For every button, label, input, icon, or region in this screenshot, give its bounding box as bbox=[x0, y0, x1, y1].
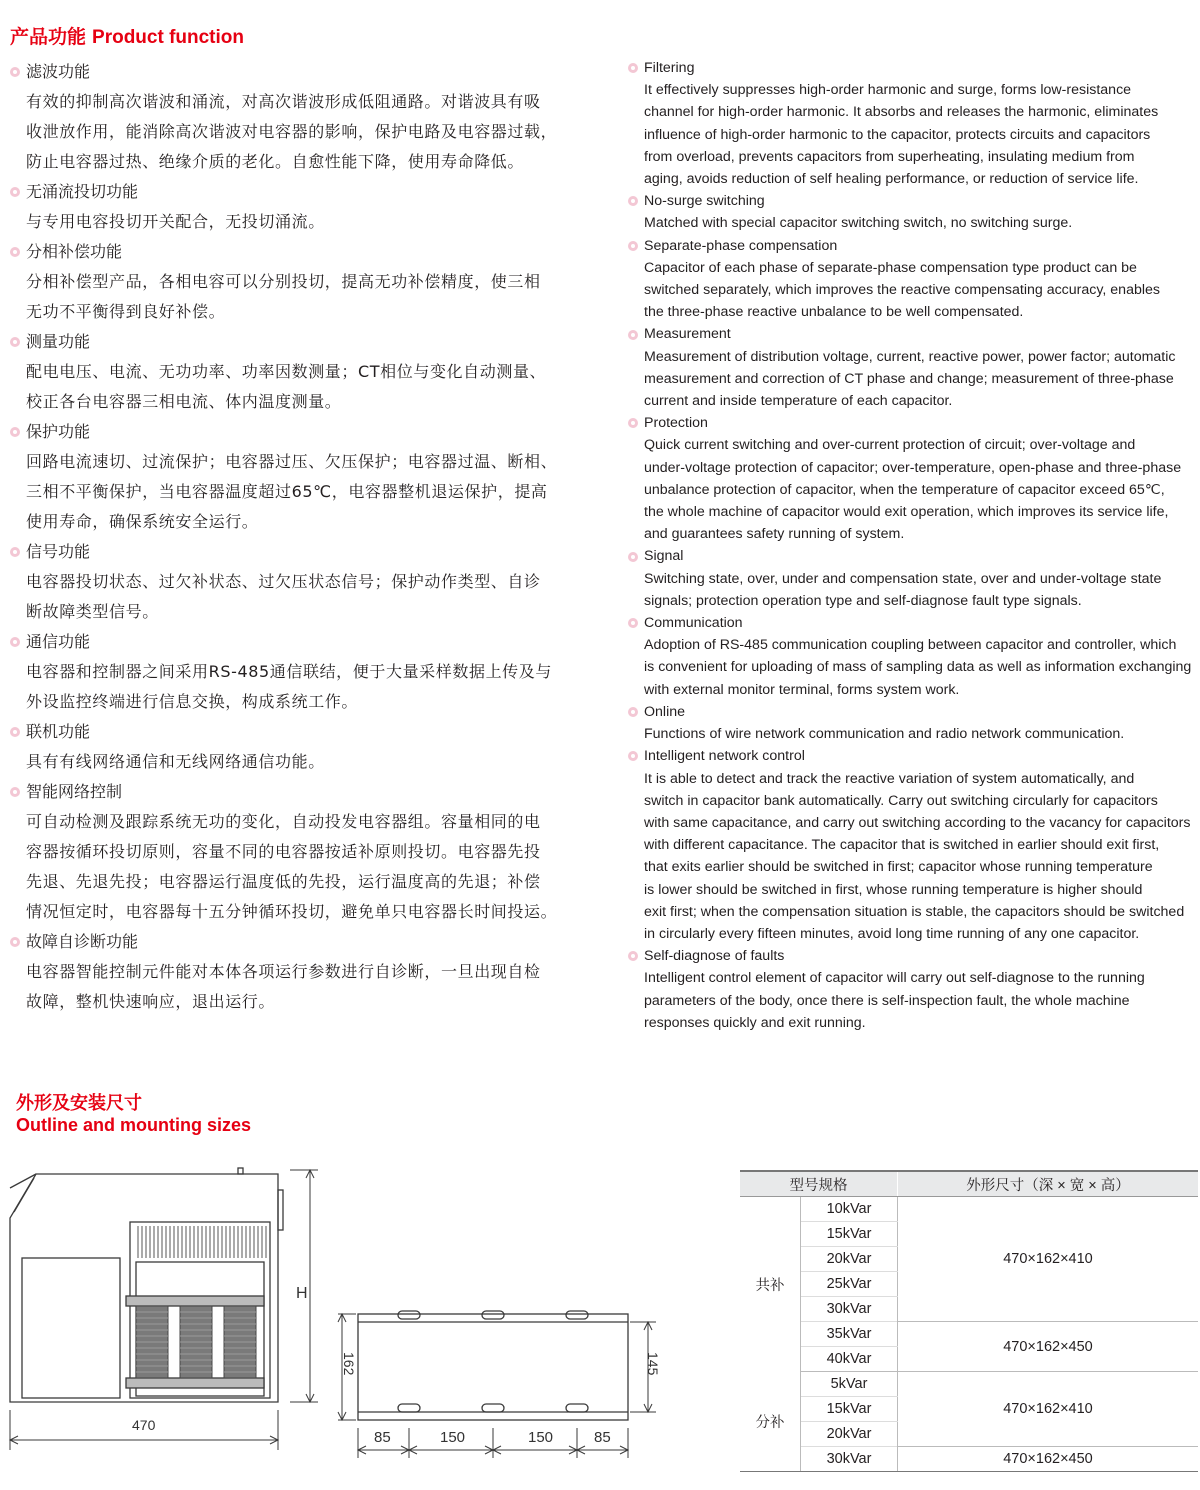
function-title: Self-diagnose of faults bbox=[644, 948, 785, 965]
function-description: Capacitor of each phase of separate-phase compensation type product can be switched separately, which improves the reactive compensating accuracy, enables the three-phase reactive unbalance to be well compensated. bbox=[644, 259, 1160, 321]
bullet-icon bbox=[10, 937, 20, 947]
spacing-label: 85 bbox=[594, 1429, 611, 1446]
bullet-icon bbox=[10, 547, 20, 557]
bullet-icon bbox=[10, 247, 20, 257]
width-label: 470 bbox=[132, 1417, 156, 1433]
function-title: Communication bbox=[644, 615, 743, 632]
function-description: Switching state, over, under and compensation state, over and under-voltage state signals; protection operation type and self-diagnose fault type signals. bbox=[644, 570, 1162, 609]
outline-heading bbox=[16, 1092, 251, 1136]
function-description: 电容器和控制器之间采用RS-485通信联结，便于大量采样数据上传及与 外设监控终端进行信息交换，构成系统工作。 bbox=[26, 662, 552, 711]
function-description: Matched with special capacitor switching switch, no switching surge. bbox=[644, 215, 1073, 232]
model-cell: 25kVar bbox=[801, 1272, 898, 1297]
function-title: 故障自诊断功能 bbox=[26, 932, 139, 951]
spacing-label: 150 bbox=[528, 1429, 554, 1446]
bullet-icon bbox=[10, 427, 20, 437]
function-item bbox=[628, 545, 1200, 612]
function-description: Functions of wire network communication and radio network communication. bbox=[644, 726, 1125, 743]
bullet-icon bbox=[628, 951, 638, 961]
function-title: 测量功能 bbox=[26, 332, 91, 351]
bullet-icon bbox=[628, 196, 638, 206]
model-cell: 20kVar bbox=[801, 1422, 898, 1447]
function-title: 分相补偿功能 bbox=[26, 242, 123, 261]
function-item bbox=[628, 235, 1200, 324]
dimension-cell: 470×162×410 bbox=[898, 1197, 1199, 1322]
bullet-icon bbox=[628, 418, 638, 428]
dimension-cell: 470×162×450 bbox=[898, 1447, 1199, 1472]
function-title: 信号功能 bbox=[26, 542, 91, 561]
outline-heading-cn: 外形及安装尺寸 bbox=[16, 1093, 142, 1113]
model-cell: 5kVar bbox=[801, 1372, 898, 1397]
model-cell: 30kVar bbox=[801, 1447, 898, 1472]
mounting-base-drawing bbox=[330, 1300, 680, 1480]
bullet-icon bbox=[628, 552, 638, 562]
dimension-cell: 470×162×410 bbox=[898, 1372, 1199, 1447]
function-title: 无涌流投切功能 bbox=[26, 182, 139, 201]
function-description: 具有有线网络通信和无线网络通信功能。 bbox=[26, 752, 325, 771]
function-title: Measurement bbox=[644, 326, 731, 343]
product-function-heading bbox=[10, 22, 244, 49]
function-title: Intelligent network control bbox=[644, 748, 805, 765]
function-description: Quick current switching and over-current protection of circuit; over-voltage and under-voltage protection of capacitor; over-temperature, open-phase and three-phase unbalance protection of capacitor, when the temperature of capacitor exceed 65℃, the whole machine of capacitor would exit operation, which improves its service life, and guarantees safety running of system. bbox=[644, 437, 1182, 543]
bullet-icon bbox=[10, 727, 20, 737]
model-cell: 15kVar bbox=[801, 1222, 898, 1247]
model-cell: 10kVar bbox=[801, 1197, 898, 1222]
function-item bbox=[628, 945, 1200, 1034]
dimension-table bbox=[740, 1170, 1198, 1472]
function-title: 保护功能 bbox=[26, 422, 91, 441]
function-description: It effectively suppresses high-order harmonic and surge, forms low-resistance channel for high-order harmonic. It absorbs and releases the harmonic, eliminates influence of high-order harmonic to the capacitor, protects circuits and capacitors from overload, prevents capacitors from superheating, insulating medium from aging, avoids reduction of self healing performance, or reduction of service life. bbox=[644, 82, 1159, 188]
function-item bbox=[628, 412, 1200, 545]
bullet-icon bbox=[628, 707, 638, 717]
function-description: Measurement of distribution voltage, current, reactive power, power factor; automatic measurement and correction of CT phase and change; measurement of three-phase current and inside temperature of each capacitor. bbox=[644, 348, 1176, 410]
function-item bbox=[10, 627, 590, 717]
bullet-icon bbox=[628, 330, 638, 340]
heading-en: Product function bbox=[92, 27, 244, 48]
header-dimensions: 外形尺寸（深 × 宽 × 高） bbox=[898, 1171, 1199, 1197]
function-item bbox=[10, 717, 590, 777]
bullet-icon bbox=[628, 241, 638, 251]
group-cell: 分补 bbox=[740, 1372, 801, 1472]
function-item bbox=[10, 327, 590, 417]
function-title: Signal bbox=[644, 548, 684, 565]
function-title: 智能网络控制 bbox=[26, 782, 123, 801]
model-cell: 15kVar bbox=[801, 1397, 898, 1422]
function-item bbox=[10, 777, 590, 927]
bullet-icon bbox=[628, 618, 638, 628]
function-item bbox=[10, 927, 590, 1017]
spacing-label: 150 bbox=[440, 1429, 466, 1446]
height-label: H bbox=[296, 1285, 308, 1302]
function-title: Online bbox=[644, 703, 686, 720]
function-item bbox=[10, 237, 590, 327]
bullet-icon bbox=[10, 787, 20, 797]
function-list-english bbox=[628, 57, 1200, 1034]
bullet-icon bbox=[10, 67, 20, 77]
table-header-row bbox=[740, 1171, 1198, 1197]
bullet-icon bbox=[10, 637, 20, 647]
function-description: 分相补偿型产品，各相电容可以分别投切，提高无功补偿精度，使三相 无功不平衡得到良好补偿。 bbox=[26, 272, 541, 321]
model-cell: 35kVar bbox=[801, 1322, 898, 1347]
function-item bbox=[628, 612, 1200, 701]
function-description: Intelligent control element of capacitor will carry out self-diagnose to the running parameters of the body, once there is self-inspection fault, the whole machine responses quickly and exit running. bbox=[644, 970, 1145, 1031]
heading-cn: 产品功能 bbox=[10, 27, 87, 48]
function-title: Filtering bbox=[644, 60, 695, 76]
model-cell: 30kVar bbox=[801, 1297, 898, 1322]
function-description: 有效的抑制高次谐波和涌流，对高次谐波形成低阻通路。对谐波具有吸 收泄放作用，能消除高次谐波对电容器的影响，保护电路及电容器过载， 防止电容器过热、绝缘介质的老化。自愈性能下降，使用寿命降低。 bbox=[26, 92, 558, 171]
bullet-icon bbox=[10, 187, 20, 197]
mount-depth-label: 145 bbox=[645, 1352, 661, 1376]
function-description: It is able to detect and track the reactive variation of system automatically, and switch in capacitor bank automatically. Carry out switching circularly for capacitors with same capacitance, and carry out switching according to the vacancy for capacitors with different capacitance. The capacitor that is switched in earlier should exit first, that exits earlier should be switched in first; capacitor whose running temperature is lower should be switched in first, whose running temperature is higher should exit first; when the compensation situation is stable, the capacitors should be switched in circularly every fifteen minutes, avoid long time running of any one capacitor. bbox=[644, 770, 1191, 942]
model-cell: 40kVar bbox=[801, 1347, 898, 1372]
front-view-drawing bbox=[0, 1160, 330, 1460]
function-item bbox=[10, 537, 590, 627]
dimension-cell: 470×162×450 bbox=[898, 1322, 1199, 1372]
function-item bbox=[10, 177, 590, 237]
spacing-label: 85 bbox=[374, 1429, 391, 1446]
function-description: Adoption of RS-485 communication coupling between capacitor and controller, which is convenient for uploading of mass of sampling data as well as information exchanging with external monitor terminal, forms system work. bbox=[644, 637, 1192, 698]
function-description: 电容器智能控制元件能对本体各项运行参数进行自诊断，一旦出现自检 故障，整机快速响应，退出运行。 bbox=[26, 962, 541, 1011]
header-model: 型号规格 bbox=[740, 1171, 898, 1197]
function-item bbox=[628, 190, 1200, 234]
function-item bbox=[628, 57, 1200, 190]
function-list-chinese bbox=[10, 57, 590, 1017]
table-row bbox=[740, 1447, 1198, 1472]
function-description: 电容器投切状态、过欠补状态、过欠压状态信号；保护动作类型、自诊 断故障类型信号。 bbox=[26, 572, 541, 621]
model-cell: 20kVar bbox=[801, 1247, 898, 1272]
function-item bbox=[10, 57, 590, 177]
function-title: Protection bbox=[644, 415, 708, 432]
function-description: 可自动检测及跟踪系统无功的变化，自动投发电容器组。容量相同的电 容器按循环投切原则，容量不同的电容器按适补原则投切。电容器先投 先退、先退先投；电容器运行温度低的先投，运行温度高的先退；补偿 情况恒定时，电容器每十五分钟循环投切，避免单只电容器长时间投运。 bbox=[26, 812, 558, 921]
table-row bbox=[740, 1197, 1198, 1222]
function-title: No-surge switching bbox=[644, 193, 765, 210]
function-title: 通信功能 bbox=[26, 632, 91, 651]
function-title: Separate-phase compensation bbox=[644, 237, 838, 254]
function-item bbox=[628, 701, 1200, 745]
function-title: 滤波功能 bbox=[26, 62, 91, 81]
table-row bbox=[740, 1372, 1198, 1397]
function-description: 与专用电容投切开关配合，无投切涌流。 bbox=[26, 212, 325, 231]
function-item bbox=[10, 417, 590, 537]
function-description: 回路电流速切、过流保护；电容器过压、欠压保护；电容器过温、断相、 三相不平衡保护，当电容器温度超过65℃，电容器整机退运保护，提高 使用寿命，确保系统安全运行。 bbox=[26, 452, 558, 531]
function-title: 联机功能 bbox=[26, 722, 91, 741]
function-description: 配电电压、电流、无功功率、功率因数测量；CT相位与变化自动测量、 校正各台电容器三相电流、体内温度测量。 bbox=[26, 362, 547, 411]
depth-label: 162 bbox=[341, 1352, 357, 1376]
function-item bbox=[628, 323, 1200, 412]
bullet-icon bbox=[10, 337, 20, 347]
bullet-icon bbox=[628, 63, 638, 73]
bullet-icon bbox=[628, 751, 638, 761]
group-cell: 共补 bbox=[740, 1197, 801, 1372]
function-item bbox=[628, 745, 1200, 945]
table-row bbox=[740, 1322, 1198, 1347]
outline-heading-en: Outline and mounting sizes bbox=[16, 1115, 252, 1135]
